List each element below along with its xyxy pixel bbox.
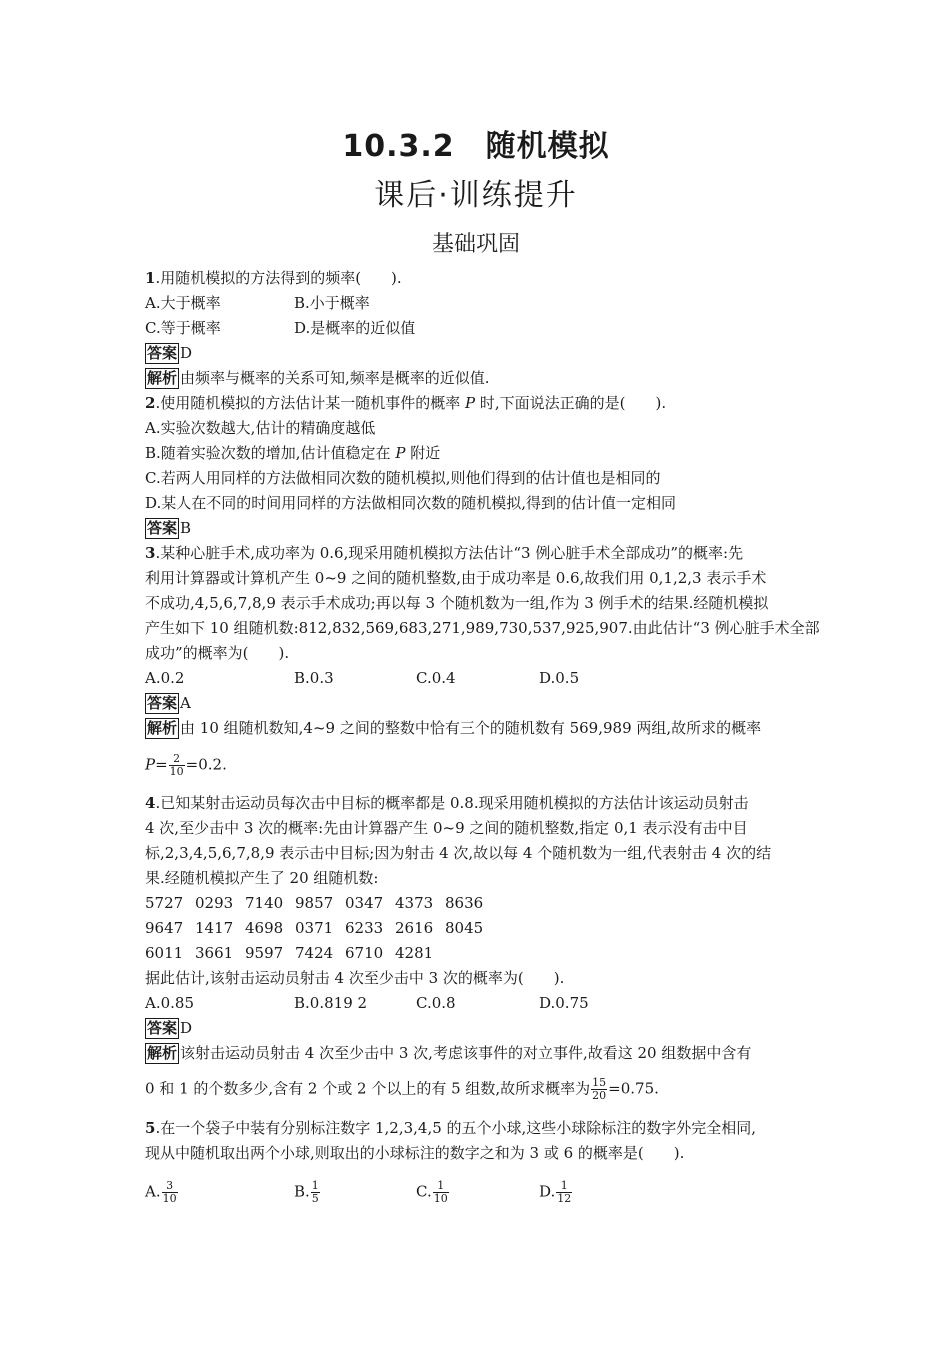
analysis-tag: 解析 bbox=[147, 1044, 178, 1062]
q5-option-a: A. $\frac{3}{10}$ bbox=[145, 1179, 177, 1205]
answer-tag: 答案 bbox=[147, 344, 178, 362]
q3-stem-line: 产生如下 10 组随机数:812,832,569,683,271,989,730,537,925,907.由此估计“3 例心脏手术全部 bbox=[145, 619, 820, 637]
page-subtitle: 课后·训练提升 bbox=[374, 178, 578, 213]
q4-stem-line: 4 次,至少击中 3 次的概率:先由计算器产生 0~9 之间的随机整数,指定 0,1 表示没有击中目 bbox=[145, 819, 748, 837]
q3-stem-line: 利用计算器或计算机产生 0~9 之间的随机整数,由于成功率是 0.6,故我们用 0,1,2,3 表示手术 bbox=[145, 569, 767, 587]
q1-analysis: 解析 由频率与概率的关系可知,频率是概率的近似值. bbox=[147, 369, 490, 387]
random-number-row: 6011 3661 9597 7424 6710 4281 bbox=[145, 944, 434, 962]
q4-analysis: 解析 该射击运动员射击 4 次至少击中 3 次,考虑该事件的对立事件,故看这 20 组数据中含有 bbox=[147, 1044, 752, 1062]
q4-analysis-cont: 0 和 1 的个数多少,含有 2 个或 2 个以上的有 5 组数,故所求概率为 $\frac{15}{20}$ =0.75. bbox=[145, 1076, 659, 1102]
q2-answer: 答案 B bbox=[147, 519, 192, 537]
random-number-row: 9647 1417 4698 0371 6233 2616 8045 bbox=[145, 919, 484, 937]
q3-result: P= $\frac{2}{10}$ =0.2. bbox=[145, 752, 227, 778]
q3-option-d: D.0.5 bbox=[539, 669, 580, 687]
q3-stem-line: 不成功,4,5,6,7,8,9 表示手术成功;再以每 3 个随机数为一组,作为 3 例手术的结果.经随机模拟 bbox=[145, 594, 769, 612]
q5-option-d: D. $\frac{1}{12}$ bbox=[539, 1179, 572, 1205]
answer-tag: 答案 bbox=[147, 694, 178, 712]
q2-option-c: C.若两人用同样的方法做相同次数的随机模拟,则他们得到的估计值也是相同的 bbox=[145, 469, 661, 487]
q3-analysis: 解析 由 10 组随机数知,4~9 之间的整数中恰有三个的随机数有 569,989 两组,故所求的概率 bbox=[147, 719, 762, 737]
analysis-tag: 解析 bbox=[147, 719, 178, 737]
q1-option-c: C.等于概率 bbox=[145, 319, 221, 337]
q4-stem-line: 标,2,3,4,5,6,7,8,9 表示击中目标;因为射击 4 次,故以每 4 个随机数为一组,代表射击 4 次的结 bbox=[145, 844, 772, 862]
q5-option-c: C. $\frac{1}{10}$ bbox=[416, 1179, 448, 1205]
fraction: $\frac{15}{20}$ bbox=[592, 1076, 607, 1102]
q3-option-b: B.0.3 bbox=[294, 669, 334, 687]
q3-answer: 答案 A bbox=[147, 694, 191, 712]
q1-answer: 答案 D bbox=[147, 344, 193, 362]
q2-option-b: B.随着实验次数的增加,估计值稳定在 P 附近 bbox=[145, 444, 441, 462]
q3-option-a: A.0.2 bbox=[145, 669, 185, 687]
page-title: 10.3.2 随机模拟 bbox=[342, 129, 610, 164]
q4-stem-line: 据此估计,该射击运动员射击 4 次至少击中 3 次的概率为( ). bbox=[145, 969, 565, 987]
q4-stem-line: 果.经随机模拟产生了 20 组随机数: bbox=[145, 869, 379, 887]
q4-option-a: A.0.85 bbox=[145, 994, 194, 1012]
q4-option-b: B.0.819 2 bbox=[294, 994, 368, 1012]
q4-option-d: D.0.75 bbox=[539, 994, 589, 1012]
fraction: $\frac{2}{10}$ bbox=[169, 752, 184, 778]
q1-stem: 1.用随机模拟的方法得到的频率( ). bbox=[145, 269, 402, 287]
answer-tag: 答案 bbox=[147, 1019, 178, 1037]
q3-stem-line: 3.某种心脏手术,成功率为 0.6,现采用随机模拟方法估计“3 例心脏手术全部成功”的概率:先 bbox=[145, 544, 744, 562]
q2-stem: 2.使用随机模拟的方法估计某一随机事件的概率 P 时,下面说法正确的是( ). bbox=[145, 394, 667, 412]
q5-stem-line: 5.在一个袋子中装有分别标注数字 1,2,3,4,5 的五个小球,这些小球除标注的数字外完全相同, bbox=[145, 1119, 757, 1137]
q2-option-a: A.实验次数越大,估计的精确度越低 bbox=[145, 419, 376, 437]
analysis-tag: 解析 bbox=[147, 369, 178, 387]
q1-option-a: A.大于概率 bbox=[145, 294, 221, 312]
random-number-row: 5727 0293 7140 9857 0347 4373 8636 bbox=[145, 894, 484, 912]
q2-option-d: D.某人在不同的时间用同样的方法做相同次数的随机模拟,得到的估计值一定相同 bbox=[145, 494, 677, 512]
q3-option-c: C.0.4 bbox=[416, 669, 456, 687]
q4-option-c: C.0.8 bbox=[416, 994, 456, 1012]
section-heading: 基础巩固 bbox=[431, 232, 520, 257]
q5-option-b: B. $\frac{1}{5}$ bbox=[294, 1179, 319, 1205]
q5-stem-line: 现从中随机取出两个小球,则取出的小球标注的数字之和为 3 或 6 的概率是( ). bbox=[145, 1144, 685, 1162]
answer-tag: 答案 bbox=[147, 519, 178, 537]
q3-stem-line: 成功”的概率为( ). bbox=[145, 644, 290, 662]
q1-option-d: D.是概率的近似值 bbox=[294, 319, 416, 337]
q4-answer: 答案 D bbox=[147, 1019, 193, 1037]
q1-option-b: B.小于概率 bbox=[294, 294, 370, 312]
q4-stem-line: 4.已知某射击运动员每次击中目标的概率都是 0.8.现采用随机模拟的方法估计该运动员射击 bbox=[145, 794, 749, 812]
